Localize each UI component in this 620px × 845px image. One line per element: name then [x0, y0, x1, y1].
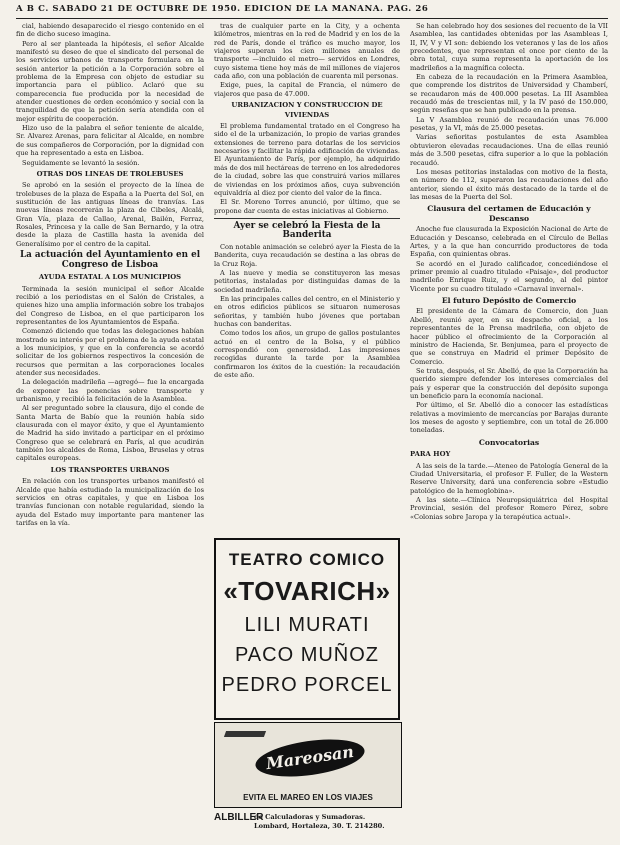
paragraph: Seguidamente se levantó la sesión. [22, 158, 140, 167]
paragraph: El Sr. Moreno Torres anunció, por último, que se propone dar cuenta de estas iniciativas al Gobierno. [214, 198, 400, 215]
ship-icon [224, 731, 266, 737]
show-title: «TOVARICH» [223, 576, 391, 606]
paragraph: Se trata, después, el Sr. Abelló, de que la Corporación ha querido siempre defender los intereses comerciales del país y esperar que la construcción del depósito suponga un beneficio para la economía nacional. [410, 366, 608, 400]
paragraph: La V Asamblea reunió de recaudación unas 76.000 pesetas, y la VI, más de 25.000 pesetas. [410, 115, 608, 133]
paragraph: En relación con los transportes urbanos manifestó el Alcalde que había estudiado la municipalización de los servicios en otras capitales, y que en Lisboa los tranvías funcionan con notable regularidad, siendo la ayuda del Estado muy importante para mantener las tarifas en la vía. [16, 477, 204, 528]
shop-logo: ALBILLER [214, 812, 264, 823]
column-middle [214, 22, 400, 534]
cast-line: PACO MUÑOZ [234, 644, 380, 666]
column-right [410, 22, 608, 840]
paragraph: En cabeza de la recaudación en la Primera Asamblea, que comprende los distritos de Universidad y Chamberí, se recaudaron más de 400.000 pesetas. La III Asamblea recaudó más de trescientas mil, y la IV pasó de 150.000, según reseñas que se han publicado en la prensa. [410, 73, 608, 115]
paragraph: A las siete.—Clínica Neuropsiquiátrica del Hospital Provincial, sesión del profesor Romero Pérez, sobre «Colonias sobre Jaropa y la terapéutica actual». [410, 496, 608, 521]
paragraph: A las nueve y media se constituyeron las mesas petitorias, instaladas por distinguidas damas de la sociedad madrileña. [214, 268, 400, 294]
paragraph: Exige, pues, la capital de Francia, el número de viajeros que pasa de 47.000. [214, 81, 400, 98]
paragraph: Al ser preguntado sobre la clausura, dijo el conde de Santa Marta de Babío que la reunión había sido clausurada con el mayor éxito, y que el Ayuntamiento de Madrid ha sido invitado a participar en el próximo Congreso que se celebrará en París, al que acudirán también los alcaldes de Roma, Lisboa, Bruselas y otras capitales europeas. [16, 404, 204, 463]
paragraph: Por último, el Sr. Abelló dio a conocer las estadísticas relativas a movimiento de mercancías por Barajas durante los meses de agosto y septiembre, con un total de 26.000 toneladas. [410, 401, 608, 435]
paragraph: Comenzó diciendo que todas las delegaciones habían mostrado su interés por el problema de la ayuda estatal a los municipios, y que en la conferencia se acordó solicitar de los gobiernos respectivos la concesión de recursos que permitan a las corporaciones locales atender sus necesidades. [16, 327, 204, 378]
paragraph: Con notable animación se celebró ayer la Fiesta de la Banderita, cuya recaudación se destina a las obras de la Cruz Roja. [214, 242, 400, 268]
masthead: A B C. SABADO 21 DE OCTUBRE DE 1950. EDICION DE LA MAÑANA. PAG. 26 [16, 4, 429, 14]
article-headline: El futuro Depósito de Comercio [441, 295, 577, 305]
theater-ad [214, 538, 400, 720]
divider [214, 218, 400, 219]
header-rule [16, 18, 608, 19]
section-heading: LOS TRANSPORTES URBANOS [50, 465, 170, 474]
paragraph: El presidente de la Cámara de Comercio, don Juan Abelló, reunió ayer, en su despacho oficial, a los representantes de la Prensa madrileña, con objeto de hacer público el ofrecimiento de la Corporación al ministro de Hacienda, Sr. Benjumea, para el proyecto de que se construya en Madrid el primer Depósito de Comercio. [410, 307, 608, 366]
article-headline: Convocatorias [478, 437, 540, 447]
section-heading: OTRAS DOS LINEAS DE TROLEBUSES [36, 169, 184, 178]
brand-logo: Mareosan [253, 734, 367, 783]
section-heading: URBANIZACION Y CONSTRUCCION DE VIVIENDAS [231, 101, 383, 119]
cast-line: LILI MURATI [244, 614, 370, 636]
paragraph: Se han celebrado hoy dos sesiones del recuento de la VII Asamblea, las cantidades obtenidas por las Asambleas I, II, IV, V y VI son: debiendo los veteranos y las de los años precedentes, que representan el once por ciento de la obra total, cuya suma representa la aportación de los madrileños a la magnífica colecta. [410, 22, 608, 72]
paragraph: Varias señoritas postulantes de esta Asamblea obtuvieron elevadas recaudaciones. Una de ellas reunió más de 3.500 pesetas, cifra superior a lo que la población recaudó. [410, 133, 608, 167]
theater-name: TEATRO COMICO [228, 550, 386, 569]
column-left [16, 22, 204, 840]
paragraph: Hizo uso de la palabra el señor teniente de alcalde, Sr. Alvarez Arenas, para felicitar al Alcalde, en nombre de sus compañeros de Corporación, por la dignidad con que ha representado a esta en Lisboa. [16, 124, 204, 158]
paragraph: cial, habiendo desaparecido el riesgo contenido en el fin de dicho suceso imagina. [16, 22, 204, 39]
article-headline: Clausura del certamen de Educación y Descanso [427, 204, 591, 223]
paragraph: La delegación madrileña —agregó— fue la encargada de exponer las ponencias sobre transporte y urbanismo, y recibió la felicitación de la Asamblea. [16, 378, 204, 404]
paragraph: Pero al ser planteada la hipótesis, el señor Alcalde manifestó su deseo de que el sindicato del personal de los servicios urbanos de transporte formulara en la sesión anterior la petición a la Corporación sobre el problema de la Empresa con objeto de estudiar su importancia para el público. Aclaró que su comparecencia fue producida por la necesidad de atender cuestiones de orden económico y social con la tranquilidad de que la petición sería atendida con el mejor espíritu de cooperación. [16, 39, 204, 123]
section-heading: PARA HOY [410, 450, 451, 459]
shop-text: de Calculadoras y Sumadoras. Lombard, Hortaleza, 30. T. 214280. [254, 813, 385, 830]
article-headline: Ayer se celebró la Fiesta de la Banderita [233, 220, 381, 241]
paragraph: A las seis de la tarde.—Ateneo de Patología General de la Ciudad Universitaria, el profesor F. Fuller, de la Western Reserve University, dará una conferencia sobre «Estudio patológico de la hemoglobina». [410, 461, 608, 495]
ad-slogan: EVITA EL MAREO EN LOS VIAJES [243, 793, 373, 802]
advertisements [214, 538, 400, 838]
cast-line: PEDRO PORCEL [221, 674, 393, 696]
article-headline: La actuación del Ayuntamiento en el Congreso de Lisboa [19, 250, 201, 270]
paragraph: Como todos los años, un grupo de gallos postulantes actuó en el centro de la Bolsa, y el público correspondió con generosidad. Las impresiones recogidas durante la tarde por la Asamblea confirmaron los éxitos de la cuestión: la recaudación de este año. [214, 329, 400, 380]
paragraph: Los mesas petitorias instaladas con motivo de la fiesta, en número de 112, superaron las recaudaciones del año anterior, siendo el éxito más destacado de la tarde el de las mesas de la Puerta del Sol. [410, 167, 608, 201]
paragraph: Se acordó en el Jurado calificador, concediéndose el primer premio al cuadro titulado «Paisaje», del productor madrileño Enrique Ruiz, y el segundo, al del pintor Vicente por su cuadro titulado «Carnaval invernal». [410, 259, 608, 293]
paragraph: Se aprobó en la sesión el proyecto de la línea de trolebuses de la plaza de España a la Puerta del Sol, en sustitución de las antiguas líneas de tranvías. Las nuevas líneas recorrerán la plaza de Cibeles, Alcalá, Gran Vía, plaza de Callao, Arenal, Bailén, Ferraz, Rosales, Princesa y la calle de San Bernardo, y la otra desde la plaza de Castilla hasta la avenida del Generalísimo por el centro de la capital. [16, 181, 204, 248]
paragraph: En las principales calles del centro, en el Ministerio y en otros edificios públicos se situaron numerosas señoritas, y también hubo jóvenes que portaban huchas con banderitas. [214, 294, 400, 328]
paragraph: Anoche fue clausurada la Exposición Nacional de Arte de Educación y Descanso, celebrada en el Círculo de Bellas Artes, y a la que han concurrido productores de toda España, con quinientas obras. [410, 225, 608, 259]
paragraph: Terminada la sesión municipal el señor Alcalde recibió a los periodistas en el Salón de Cristales, a quienes hizo una amplia información sobre los trabajos del Congreso de Lisboa, en el que participaron los representantes de los Ayuntamientos de España. [16, 284, 204, 326]
paragraph: tras de cualquier parte en la City, y a ochenta kilómetros, mientras en la red de Madrid y en los de la red de París, donde el tráfico es mucho mayor, los viajeros superan los cien millones anuales de transporte —incluido el metro— servidos en Londres, cuyo sistema tiene hoy más de mil millones de viajeros cada año, con una población de cuarenta mil personas. [214, 22, 400, 81]
paragraph: El problema fundamental tratado en el Congreso ha sido el de la urbanización, lo propio de varias grandes extensiones de terreno para dotarlas de los servicios necesarios y facilitar la rápida edificación de viviendas. El Ayuntamiento de París, por ejemplo, ha adquirido más de dos mil hectáreas de terreno en los alrededores de la ciudad, sobre las que construirá varios millares de viviendas en los próximos años, cuya subvención equivaldría al diez por ciento del valor de la finca. [214, 122, 400, 197]
shop-ad [214, 812, 400, 836]
section-heading: AYUDA ESTATAL A LOS MUNICIPIOS [38, 273, 182, 282]
mareosan-ad [214, 722, 402, 808]
